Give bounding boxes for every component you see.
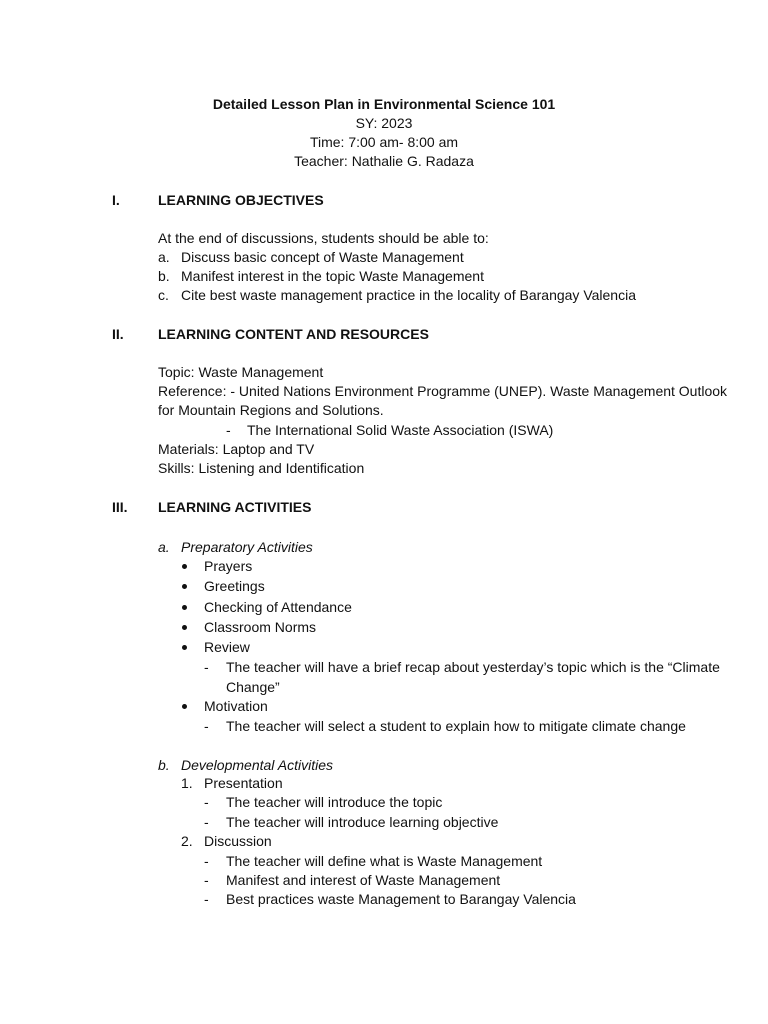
step-1-detail-2-dash: -: [204, 814, 209, 830]
preparatory-bullet-norms: Classroom Norms: [204, 619, 317, 635]
section-2-heading: LEARNING CONTENT AND RESOURCES: [158, 326, 429, 342]
bullet-icon: [182, 605, 187, 610]
bullet-icon: [182, 645, 187, 650]
step-1-detail-2: The teacher will introduce learning objective: [226, 814, 499, 830]
objective-marker-b: b.: [158, 268, 170, 284]
review-dash: -: [204, 659, 209, 675]
bullet-icon: [182, 564, 187, 569]
school-year: SY: 2023: [355, 115, 413, 131]
preparatory-marker: a.: [158, 539, 170, 555]
review-detail-line-1: The teacher will have a brief recap about yesterday’s topic which is the “Climate: [226, 659, 720, 675]
document-title: Detailed Lesson Plan in Environmental Science 101: [212, 96, 556, 112]
content-reference-line-1: Reference: - United Nations Environment Programme (UNEP). Waste Management Outlook: [158, 383, 728, 399]
class-time: Time: 7:00 am- 8:00 am: [309, 134, 459, 150]
preparatory-bullet-greetings: Greetings: [204, 578, 265, 594]
step-2-detail-1: The teacher will define what is Waste Management: [226, 853, 543, 869]
step-2-detail-3: Best practices waste Management to Barangay Valencia: [226, 891, 576, 907]
review-detail-line-2: Change”: [226, 679, 280, 695]
preparatory-bullet-attendance: Checking of Attendance: [204, 599, 352, 615]
section-1-heading: LEARNING OBJECTIVES: [158, 192, 324, 208]
step-1-detail-1: The teacher will introduce the topic: [226, 794, 443, 810]
step-2-detail-1-dash: -: [204, 853, 209, 869]
content-materials: Materials: Laptop and TV: [158, 441, 315, 457]
content-reference-dash: -: [226, 422, 231, 438]
developmental-title: Developmental Activities: [181, 757, 333, 773]
preparatory-bullet-review: Review: [204, 639, 250, 655]
objective-marker-a: a.: [158, 249, 170, 265]
preparatory-bullet-prayers: Prayers: [204, 558, 253, 574]
preparatory-bullet-motivation: Motivation: [204, 698, 268, 714]
step-2-label: Discussion: [204, 833, 272, 849]
objective-item-b: Manifest interest in the topic Waste Management: [181, 268, 484, 284]
step-2-detail-2: Manifest and interest of Waste Management: [226, 872, 501, 888]
step-1-label: Presentation: [204, 775, 283, 791]
objectives-intro: At the end of discussions, students should be able to:: [158, 230, 489, 246]
content-skills: Skills: Listening and Identification: [158, 460, 365, 476]
preparatory-title: Preparatory Activities: [181, 539, 313, 555]
section-3-heading: LEARNING ACTIVITIES: [158, 499, 312, 515]
content-reference-line-3: The International Solid Waste Association (ISWA): [247, 422, 554, 438]
motivation-dash: -: [204, 718, 209, 734]
objective-item-a: Discuss basic concept of Waste Management: [181, 249, 464, 265]
objective-item-c: Cite best waste management practice in the locality of Barangay Valencia: [181, 287, 636, 303]
bullet-icon: [182, 704, 187, 709]
step-2-marker: 2.: [181, 833, 193, 849]
bullet-icon: [182, 584, 187, 589]
content-topic: Topic: Waste Management: [158, 364, 324, 380]
section-1-numeral: I.: [112, 192, 120, 208]
step-1-marker: 1.: [181, 775, 193, 791]
section-3-numeral: III.: [112, 499, 128, 515]
bullet-icon: [182, 625, 187, 630]
objective-marker-c: c.: [158, 287, 169, 303]
step-1-detail-1-dash: -: [204, 794, 209, 810]
step-2-detail-2-dash: -: [204, 872, 209, 888]
teacher-name: Teacher: Nathalie G. Radaza: [294, 153, 474, 169]
motivation-detail: The teacher will select a student to explain how to mitigate climate change: [226, 718, 686, 734]
developmental-marker: b.: [158, 757, 170, 773]
step-2-detail-3-dash: -: [204, 891, 209, 907]
content-reference-line-2: for Mountain Regions and Solutions.: [158, 402, 384, 418]
section-2-numeral: II.: [112, 326, 124, 342]
